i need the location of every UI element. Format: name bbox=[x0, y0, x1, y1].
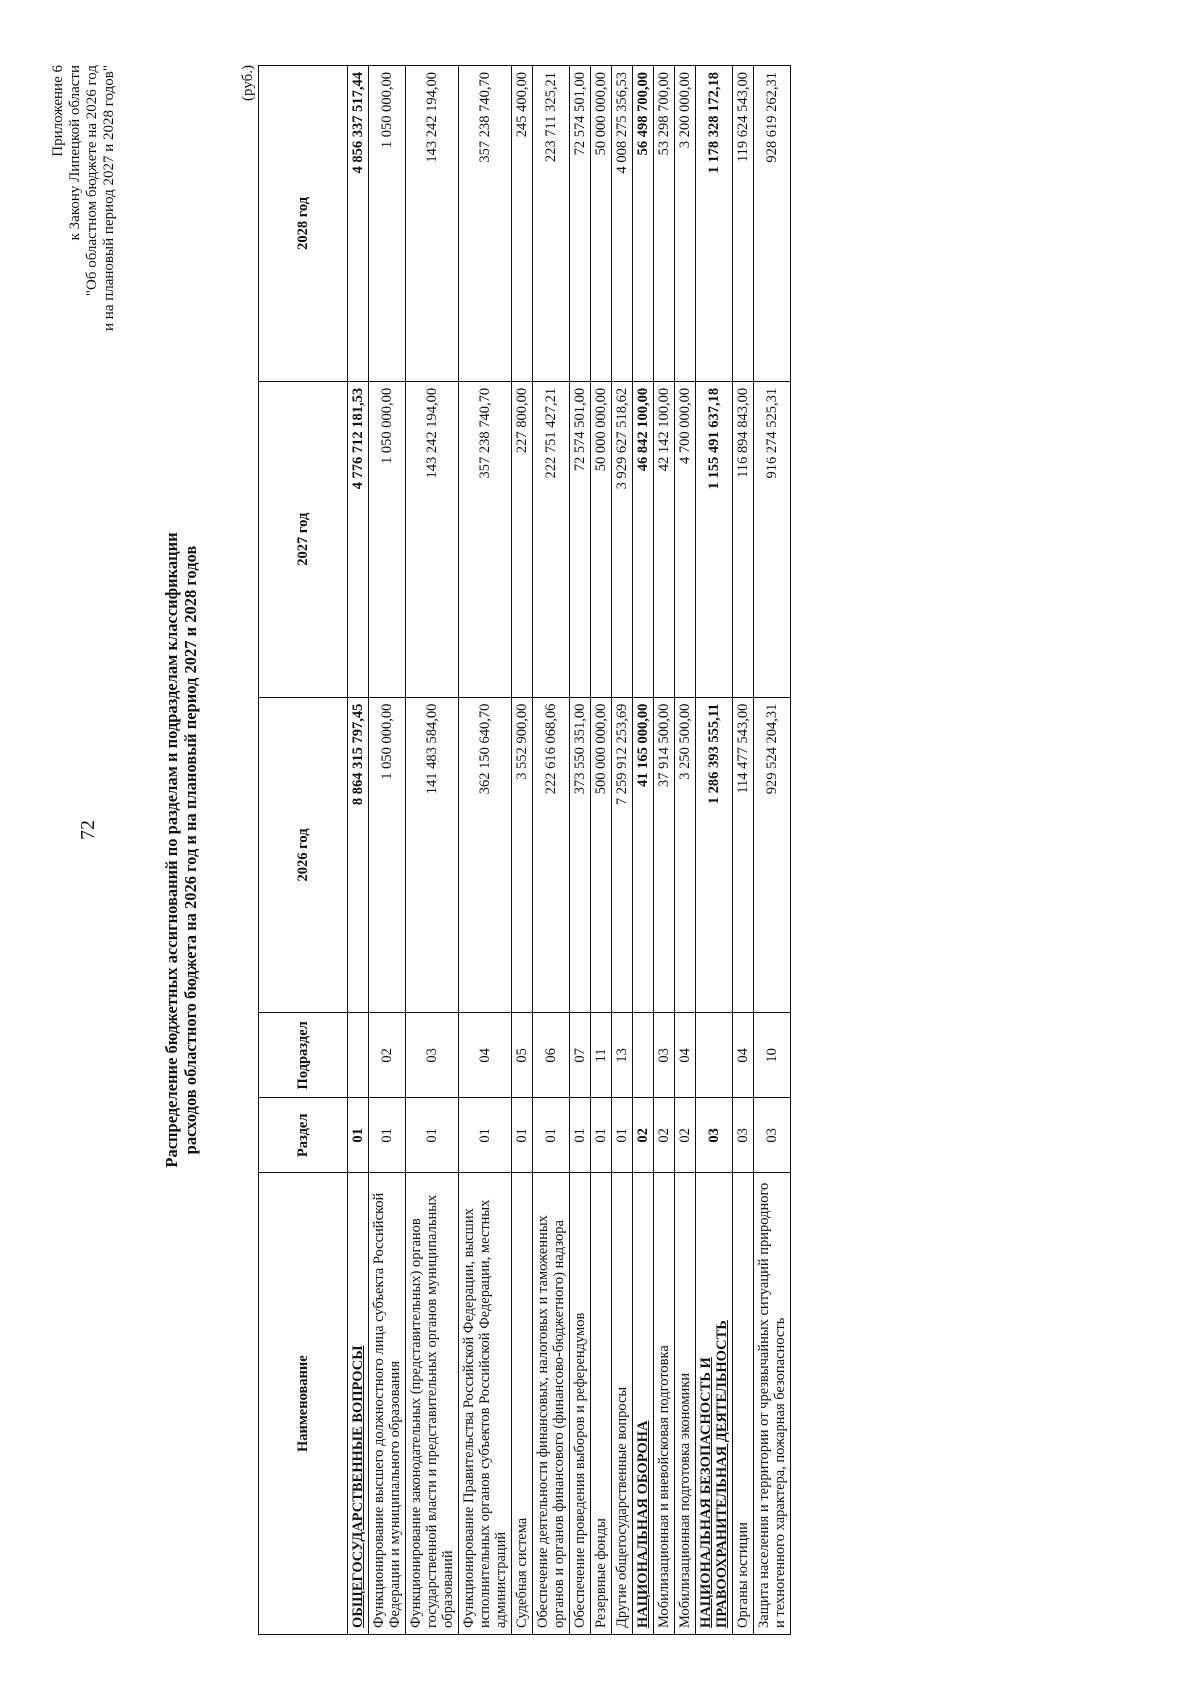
row-name-cell: Резервные фонды bbox=[591, 1173, 612, 1635]
row-2028-cell: 1 178 328 172,18 bbox=[696, 66, 733, 382]
row-2028-cell: 56 498 700,00 bbox=[633, 66, 654, 382]
table-row bbox=[633, 66, 654, 1635]
appendix-line-1: Приложение 6 bbox=[50, 65, 66, 157]
table-row bbox=[696, 66, 733, 1635]
table-row bbox=[754, 66, 791, 1635]
row-podrazdel-cell: 13 bbox=[612, 1013, 633, 1098]
table-row bbox=[612, 66, 633, 1635]
row-2027-cell: 3 929 627 518,62 bbox=[612, 381, 633, 697]
appendix-line-4: и на плановый период 2027 и 2028 годов" bbox=[101, 65, 117, 331]
row-name-cell: Органы юстиции bbox=[733, 1173, 754, 1635]
row-2028-cell: 4 856 337 517,44 bbox=[348, 66, 369, 382]
row-razdel-cell: 01 bbox=[348, 1098, 369, 1173]
table-row bbox=[406, 66, 459, 1635]
row-name-cell: Мобилизационная подготовка экономики bbox=[675, 1173, 696, 1635]
row-razdel-cell: 01 bbox=[570, 1098, 591, 1173]
units-label: (руб.) bbox=[240, 65, 256, 101]
row-podrazdel-cell: 04 bbox=[675, 1013, 696, 1098]
row-razdel-cell: 03 bbox=[696, 1098, 733, 1173]
row-name-cell: Обеспечение деятельности финансовых, налоговых и таможенных органов и органов финансового (финансово-бюджетного) надзора bbox=[533, 1173, 570, 1635]
table-header-row bbox=[259, 66, 348, 1635]
row-2026-cell: 500 000 000,00 bbox=[591, 697, 612, 1013]
table-row bbox=[348, 66, 369, 1635]
row-2027-cell: 143 242 194,00 bbox=[406, 381, 459, 697]
row-2027-cell: 4 700 000,00 bbox=[675, 381, 696, 697]
row-name-cell: Другие общегосударственные вопросы bbox=[612, 1173, 633, 1635]
row-name-cell: Функционирование высшего должностного лица субъекта Российской Федерации и муниципального образования bbox=[369, 1173, 406, 1635]
table-row bbox=[570, 66, 591, 1635]
row-podrazdel-cell: 02 bbox=[369, 1013, 406, 1098]
row-2028-cell: 357 238 740,70 bbox=[459, 66, 512, 382]
row-2028-cell: 143 242 194,00 bbox=[406, 66, 459, 382]
document-title bbox=[162, 65, 200, 1635]
row-2027-cell: 116 894 843,00 bbox=[733, 381, 754, 697]
table-body bbox=[348, 66, 791, 1635]
row-razdel-cell: 02 bbox=[675, 1098, 696, 1173]
row-name-cell: Защита населения и территории от чрезвычайных ситуаций природного и техногенного характера, пожарная безопасность bbox=[754, 1173, 791, 1635]
row-2026-cell: 222 616 068,06 bbox=[533, 697, 570, 1013]
row-2027-cell: 227 800,00 bbox=[512, 381, 533, 697]
row-2027-cell: 1 155 491 637,18 bbox=[696, 381, 733, 697]
table-row bbox=[591, 66, 612, 1635]
row-razdel-cell: 01 bbox=[533, 1098, 570, 1173]
row-razdel-cell: 03 bbox=[754, 1098, 791, 1173]
row-2026-cell: 1 286 393 555,11 bbox=[696, 697, 733, 1013]
row-2028-cell: 50 000 000,00 bbox=[591, 66, 612, 382]
row-podrazdel-cell: 03 bbox=[654, 1013, 675, 1098]
column-header-2028: 2028 год bbox=[259, 66, 348, 382]
table-row bbox=[733, 66, 754, 1635]
row-name-cell: НАЦИОНАЛЬНАЯ БЕЗОПАСНОСТЬ И ПРАВООХРАНИТЕЛЬНАЯ ДЕЯТЕЛЬНОСТЬ bbox=[696, 1173, 733, 1635]
column-header-name: Наименование bbox=[259, 1173, 348, 1635]
row-2026-cell: 141 483 584,00 bbox=[406, 697, 459, 1013]
title-line-1: Распределение бюджетных ассигнований по разделам и подразделам классификации bbox=[162, 532, 181, 1168]
page-number: 72 bbox=[77, 820, 99, 840]
row-2026-cell: 7 259 912 253,69 bbox=[612, 697, 633, 1013]
row-podrazdel-cell bbox=[696, 1013, 733, 1098]
row-2028-cell: 53 298 700,00 bbox=[654, 66, 675, 382]
row-2028-cell: 72 574 501,00 bbox=[570, 66, 591, 382]
row-podrazdel-cell: 10 bbox=[754, 1013, 791, 1098]
row-2028-cell: 245 400,00 bbox=[512, 66, 533, 382]
row-2026-cell: 8 864 315 797,45 bbox=[348, 697, 369, 1013]
title-line-2: расходов областного бюджета на 2026 год и на плановый период 2027 и 2028 годов bbox=[181, 545, 200, 1155]
row-2027-cell: 46 842 100,00 bbox=[633, 381, 654, 697]
row-2028-cell: 928 619 262,31 bbox=[754, 66, 791, 382]
row-podrazdel-cell bbox=[633, 1013, 654, 1098]
row-2026-cell: 362 150 640,70 bbox=[459, 697, 512, 1013]
row-podrazdel-cell: 04 bbox=[459, 1013, 512, 1098]
row-name-cell: Обеспечение проведения выборов и референдумов bbox=[570, 1173, 591, 1635]
row-2026-cell: 114 477 543,00 bbox=[733, 697, 754, 1013]
row-razdel-cell: 01 bbox=[591, 1098, 612, 1173]
table-row bbox=[512, 66, 533, 1635]
appendix-line-2: к Закону Липецкой области bbox=[67, 65, 83, 241]
row-2027-cell: 72 574 501,00 bbox=[570, 381, 591, 697]
row-podrazdel-cell bbox=[348, 1013, 369, 1098]
row-name-cell: Мобилизационная и вневойсковая подготовка bbox=[654, 1173, 675, 1635]
row-2028-cell: 223 711 325,21 bbox=[533, 66, 570, 382]
row-2028-cell: 1 050 000,00 bbox=[369, 66, 406, 382]
row-2026-cell: 3 552 900,00 bbox=[512, 697, 533, 1013]
row-name-cell: Функционирование Правительства Российской Федерации, высших исполнительных органов субъектов Российской Федерации, местных администраций bbox=[459, 1173, 512, 1635]
row-razdel-cell: 01 bbox=[512, 1098, 533, 1173]
column-header-2027: 2027 год bbox=[259, 381, 348, 697]
row-razdel-cell: 01 bbox=[406, 1098, 459, 1173]
row-name-cell: Судебная система bbox=[512, 1173, 533, 1635]
table-row bbox=[533, 66, 570, 1635]
row-podrazdel-cell: 04 bbox=[733, 1013, 754, 1098]
row-2026-cell: 1 050 000,00 bbox=[369, 697, 406, 1013]
row-2028-cell: 119 624 543,00 bbox=[733, 66, 754, 382]
row-2026-cell: 37 914 500,00 bbox=[654, 697, 675, 1013]
document-content bbox=[50, 65, 1050, 1635]
row-2026-cell: 929 524 204,31 bbox=[754, 697, 791, 1013]
row-2026-cell: 41 165 000,00 bbox=[633, 697, 654, 1013]
column-header-2026: 2026 год bbox=[259, 697, 348, 1013]
column-header-podrazdel: Подраздел bbox=[259, 1013, 348, 1098]
row-razdel-cell: 03 bbox=[733, 1098, 754, 1173]
appendix-header bbox=[50, 65, 118, 331]
table-row bbox=[459, 66, 512, 1635]
row-razdel-cell: 02 bbox=[654, 1098, 675, 1173]
budget-table bbox=[258, 65, 791, 1635]
row-razdel-cell: 01 bbox=[459, 1098, 512, 1173]
row-2028-cell: 3 200 000,00 bbox=[675, 66, 696, 382]
column-header-razdel: Раздел bbox=[259, 1098, 348, 1173]
table-row bbox=[369, 66, 406, 1635]
row-podrazdel-cell: 06 bbox=[533, 1013, 570, 1098]
row-2027-cell: 222 751 427,21 bbox=[533, 381, 570, 697]
row-name-cell: НАЦИОНАЛЬНАЯ ОБОРОНА bbox=[633, 1173, 654, 1635]
row-podrazdel-cell: 03 bbox=[406, 1013, 459, 1098]
row-podrazdel-cell: 07 bbox=[570, 1013, 591, 1098]
row-name-cell: Функционирование законодательных (представительных) органов государственной власти и представительных органов муниципальных образований bbox=[406, 1173, 459, 1635]
row-2026-cell: 373 550 351,00 bbox=[570, 697, 591, 1013]
row-2027-cell: 357 238 740,70 bbox=[459, 381, 512, 697]
row-name-cell: ОБЩЕГОСУДАРСТВЕННЫЕ ВОПРОСЫ bbox=[348, 1173, 369, 1635]
row-razdel-cell: 01 bbox=[369, 1098, 406, 1173]
row-podrazdel-cell: 11 bbox=[591, 1013, 612, 1098]
row-razdel-cell: 02 bbox=[633, 1098, 654, 1173]
row-2027-cell: 50 000 000,00 bbox=[591, 381, 612, 697]
row-2026-cell: 3 250 500,00 bbox=[675, 697, 696, 1013]
appendix-line-3: "Об областном бюджете на 2026 год bbox=[84, 65, 100, 297]
row-2027-cell: 4 776 712 181,53 bbox=[348, 381, 369, 697]
row-2027-cell: 916 274 525,31 bbox=[754, 381, 791, 697]
row-2027-cell: 42 142 100,00 bbox=[654, 381, 675, 697]
row-podrazdel-cell: 05 bbox=[512, 1013, 533, 1098]
row-2028-cell: 4 008 275 356,53 bbox=[612, 66, 633, 382]
table-row bbox=[675, 66, 696, 1635]
row-2027-cell: 1 050 000,00 bbox=[369, 381, 406, 697]
table-row bbox=[654, 66, 675, 1635]
row-razdel-cell: 01 bbox=[612, 1098, 633, 1173]
